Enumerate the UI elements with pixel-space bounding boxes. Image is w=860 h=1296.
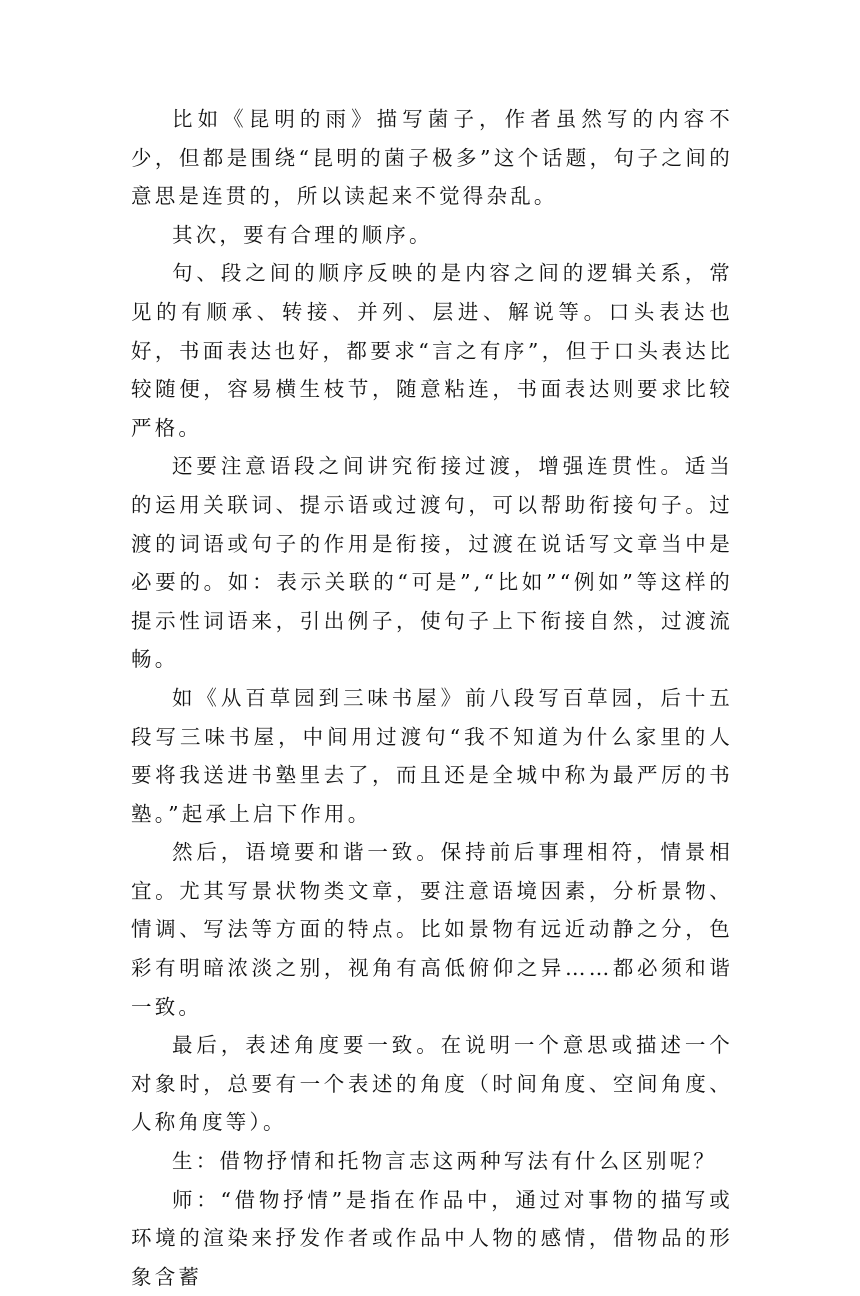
paragraph-logical-relations: 句、段之间的顺序反映的是内容之间的逻辑关系，常见的有顺承、转接、并列、层进、解说等。口头表达也好，书面表达也好，都要求“言之有序”，但于口头表达比较随便，容易横生枝节，随意粘连，书面表达则要求比较严格。 [131,261,733,440]
paragraph-reasonable-order: 其次，要有合理的顺序。 [172,222,433,247]
paragraph-transition-cohesion: 还要注意语段之间讲究衔接过渡，增强连贯性。适当的运用关联词、提示语或过渡句，可以帮助衔接句子。过渡的词语或句子的作用是衔接，过渡在说话写文章当中是必要的。如：表示关联的“可是”,“比如”“例如”等这样的提示性词语来，引出例子，使句子上下衔接自然，过渡流畅。 [131,454,733,672]
paragraph-student-question: 生：借物抒情和托物言志这两种写法有什么区别呢？ [172,1149,718,1174]
document-body [131,100,733,1296]
paragraph-kunming-rain-example: 比如《昆明的雨》描写菌子，作者虽然写的内容不少，但都是围绕“昆明的菌子极多”这个话题，句子之间的意思是连贯的，所以读起来不觉得杂乱。 [131,107,733,209]
paragraph-context-harmony: 然后，语境要和谐一致。保持前后事理相符，情景相宜。尤其写景状物类文章，要注意语境因素，分析景物、情调、写法等方面的特点。比如景物有远近动静之分，色彩有明暗浓淡之别，视角有高低俯仰之异……都必须和谐一致。 [131,840,733,1019]
paragraph-consistent-perspective: 最后，表述角度要一致。在说明一个意思或描述一个对象时，总要有一个表述的角度（时间角度、空间角度、人称角度等）。 [131,1033,733,1135]
paragraph-teacher-answer: 师：“借物抒情”是指在作品中，通过对事物的描写或环境的渲染来抒发作者或作品中人物的感情，借物品的形象含蓄 [131,1187,733,1289]
paragraph-baicaoyuan-example: 如《从百草园到三味书屋》前八段写百草园，后十五段写三味书屋，中间用过渡句“我不知道为什么家里的人要将我送进书塾里去了，而且还是全城中称为最严厉的书塾。”起承上启下作用。 [131,685,733,826]
